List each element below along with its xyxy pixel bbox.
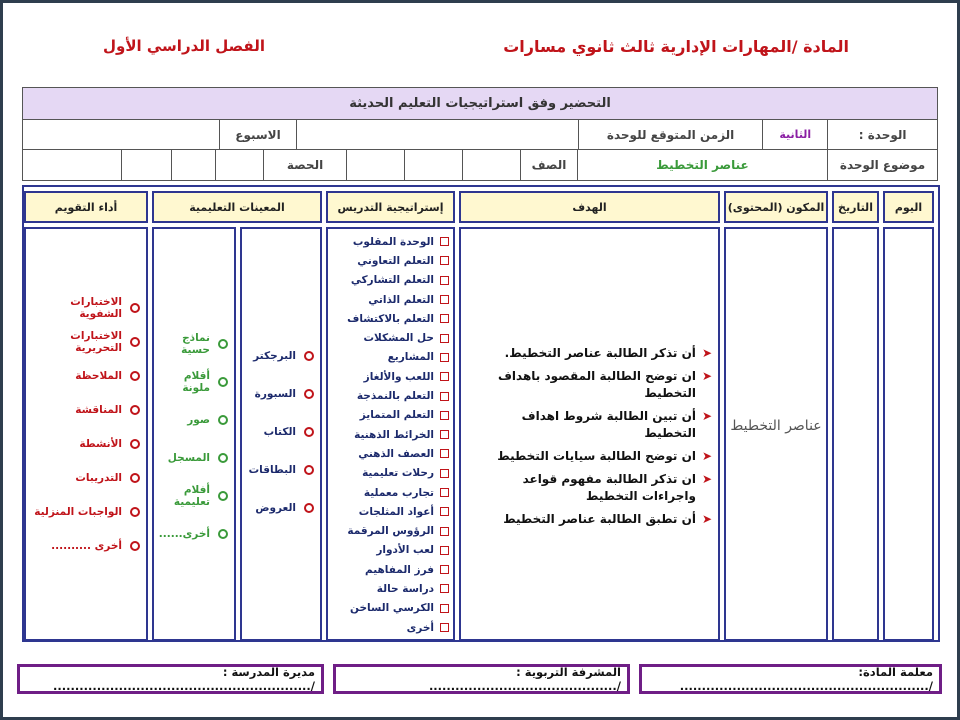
header-day: اليوم — [883, 191, 934, 223]
arrow-bullet-icon: ➤ — [701, 369, 712, 383]
strategy-item[interactable]: حل المشكلات — [328, 328, 449, 347]
arrow-bullet-icon: ➤ — [701, 472, 712, 486]
header-content: المكون (المحتوى) — [724, 191, 828, 223]
goal-item: ➤ ان تذكر الطالبة مفهوم قواعد واجراءات التخطيط — [522, 472, 712, 503]
strategy-item[interactable]: التعلم المتمايز — [328, 406, 449, 425]
goal-item: ➤ ان توضح الطالبة المقصود باهداف التخطيط — [497, 369, 712, 400]
checkbox-icon[interactable] — [440, 353, 449, 362]
strategy-item[interactable]: الرؤوس المرقمة — [328, 521, 449, 540]
circle-bullet-icon[interactable] — [304, 427, 314, 437]
aids-cell-right — [240, 227, 322, 641]
evaluation-item[interactable]: التدريبات — [26, 461, 140, 495]
aids-list-right — [242, 229, 320, 527]
evaluation-item[interactable]: الواجبات المنزلية — [26, 495, 140, 529]
circle-bullet-icon[interactable] — [130, 473, 140, 483]
period-field-4[interactable] — [23, 150, 121, 180]
checkbox-icon[interactable] — [440, 469, 449, 478]
circle-bullet-icon[interactable] — [218, 415, 228, 425]
circle-bullet-icon[interactable] — [130, 337, 140, 347]
checkbox-icon[interactable] — [440, 276, 449, 285]
unit-info-table — [22, 87, 938, 181]
aid-item[interactable]: نماذج حسية — [154, 325, 228, 363]
principal-signature[interactable]: مديرة المدرسة : /........................................................... — [17, 664, 324, 694]
expected-time-field[interactable] — [296, 120, 577, 149]
circle-bullet-icon[interactable] — [130, 541, 140, 551]
class-field-1[interactable] — [462, 150, 520, 180]
topic-row — [23, 150, 937, 180]
circle-bullet-icon[interactable] — [130, 371, 140, 381]
unit-value: الثانية — [762, 120, 827, 149]
strategy-item[interactable]: دراسة حالة — [328, 579, 449, 598]
day-cell[interactable] — [883, 227, 934, 641]
strategy-item[interactable]: التعلم التشاركي — [328, 271, 449, 290]
evaluation-cell — [24, 227, 148, 641]
period-label: الحصة — [263, 150, 346, 180]
strategy-item[interactable]: أعواد المثلجات — [328, 502, 449, 521]
lesson-plan-table — [22, 185, 940, 642]
checkbox-icon[interactable] — [440, 488, 449, 497]
aid-item[interactable]: أخرى...... — [154, 515, 228, 553]
week-label: الاسبوع — [219, 120, 297, 149]
plan-title: التحضير وفق استراتيجيات التعليم الحديثة — [23, 88, 937, 120]
checkbox-icon[interactable] — [440, 314, 449, 323]
checkbox-icon[interactable] — [440, 604, 449, 613]
topic-label: موضوع الوحدة — [827, 150, 937, 180]
strategy-item[interactable]: الكرسي الساخن — [328, 599, 449, 618]
strategy-item[interactable]: العصف الذهني — [328, 444, 449, 463]
expected-time-label: الزمن المتوقع للوحدة — [578, 120, 763, 149]
strategy-item[interactable]: الخرائط الذهنية — [328, 425, 449, 444]
strategy-item[interactable]: رحلات تعليمية — [328, 464, 449, 483]
goal-item: ➤ أن تطبق الطالبة عناصر التخطيط — [503, 512, 712, 526]
period-field-3[interactable] — [121, 150, 171, 180]
topic-value: عناصر التخطيط — [577, 150, 827, 180]
aid-item[interactable]: العروض — [242, 489, 314, 527]
circle-bullet-icon[interactable] — [130, 303, 140, 313]
header-evaluation: أداء التقويم — [24, 191, 148, 223]
lesson-plan-page — [3, 3, 957, 717]
circle-bullet-icon[interactable] — [218, 491, 228, 501]
checkbox-icon[interactable] — [440, 237, 449, 246]
evaluation-item[interactable]: المناقشة — [26, 393, 140, 427]
checkbox-icon[interactable] — [440, 295, 449, 304]
week-field[interactable] — [23, 120, 219, 149]
class-field-3[interactable] — [346, 150, 404, 180]
strategy-item[interactable]: أخرى — [328, 618, 449, 637]
checkbox-icon[interactable] — [440, 623, 449, 632]
goal-item: ➤ أن تذكر الطالبة عناصر التخطيط. — [504, 346, 712, 360]
arrow-bullet-icon: ➤ — [701, 512, 712, 526]
circle-bullet-icon[interactable] — [304, 503, 314, 513]
circle-bullet-icon[interactable] — [218, 453, 228, 463]
strategy-item[interactable]: التعلم التعاوني — [328, 251, 449, 270]
aids-cell-left — [152, 227, 236, 641]
goal-item: ➤ ان توضح الطالبة سيايات التخطيط — [497, 449, 712, 463]
aids-list-left — [154, 229, 234, 553]
date-cell[interactable] — [832, 227, 879, 641]
strategy-item[interactable]: الوحدة المقلوب — [328, 232, 449, 251]
header-aids: المعينات التعليمية — [152, 191, 322, 223]
checkbox-icon[interactable] — [440, 584, 449, 593]
checkbox-icon[interactable] — [440, 411, 449, 420]
evaluation-list — [26, 229, 146, 563]
strategy-item[interactable]: فرز المفاهيم — [328, 560, 449, 579]
evaluation-item[interactable]: الملاحظة — [26, 359, 140, 393]
circle-bullet-icon[interactable] — [218, 529, 228, 539]
content-cell — [724, 227, 828, 641]
aid-item[interactable]: الكتاب — [242, 413, 314, 451]
strategy-item[interactable]: تجارب معملية — [328, 483, 449, 502]
strategy-item[interactable]: لعب الأدوار — [328, 541, 449, 560]
semester-title: الفصل الدراسي الأول — [103, 37, 265, 55]
teacher-signature[interactable]: معلمة المادة: /......................................................... — [639, 664, 942, 694]
checkbox-icon[interactable] — [440, 430, 449, 439]
checkbox-icon[interactable] — [440, 256, 449, 265]
header-strategy: إستراتيجية التدريس — [326, 191, 455, 223]
arrow-bullet-icon: ➤ — [701, 346, 712, 360]
checkbox-icon[interactable] — [440, 507, 449, 516]
circle-bullet-icon[interactable] — [304, 465, 314, 475]
evaluation-item[interactable]: أخرى .......... — [26, 529, 140, 563]
circle-bullet-icon[interactable] — [130, 507, 140, 517]
circle-bullet-icon[interactable] — [218, 339, 228, 349]
strategy-item[interactable]: التعلم بالاكتشاف — [328, 309, 449, 328]
goal-item: ➤ أن تبين الطالبة شروط اهداف التخطيط — [521, 409, 712, 440]
circle-bullet-icon[interactable] — [218, 377, 228, 387]
circle-bullet-icon[interactable] — [304, 389, 314, 399]
aid-item[interactable]: السبورة — [242, 375, 314, 413]
checkbox-icon[interactable] — [440, 565, 449, 574]
header-goal: الهدف — [459, 191, 720, 223]
aid-item[interactable]: أفلام تعليمية — [154, 477, 228, 515]
strategy-item[interactable]: التعلم بالنمذجة — [328, 386, 449, 405]
checkbox-icon[interactable] — [440, 546, 449, 555]
arrow-bullet-icon: ➤ — [701, 449, 712, 463]
aid-item[interactable]: البطاقات — [242, 451, 314, 489]
evaluation-item[interactable]: الاختبارات الشفوية — [26, 291, 140, 325]
evaluation-item[interactable]: الأنشطة — [26, 427, 140, 461]
period-field-1[interactable] — [215, 150, 263, 180]
goal-cell — [459, 227, 720, 641]
unit-label: الوحدة : — [827, 120, 937, 149]
circle-bullet-icon[interactable] — [130, 439, 140, 449]
evaluation-item[interactable]: الاختبارات التحريرية — [26, 325, 140, 359]
aid-item[interactable]: أقلام ملونة — [154, 363, 228, 401]
subject-title: المادة /المهارات الإدارية ثالث ثانوي مسارات — [503, 37, 849, 56]
strategy-item[interactable]: التعلم الذاتي — [328, 290, 449, 309]
checkbox-icon[interactable] — [440, 372, 449, 381]
circle-bullet-icon[interactable] — [130, 405, 140, 415]
goal-list — [461, 229, 718, 528]
class-label: الصف — [520, 150, 577, 180]
unit-row — [23, 120, 937, 150]
strategy-item[interactable]: المشاريع — [328, 348, 449, 367]
aid-item[interactable]: المسجل — [154, 439, 228, 477]
checkbox-icon[interactable] — [440, 449, 449, 458]
strategy-item[interactable]: اللعب والألغاز — [328, 367, 449, 386]
aid-item[interactable]: البرجكتر — [242, 337, 314, 375]
content-value: عناصر التخطيط — [730, 418, 822, 434]
class-field-2[interactable] — [404, 150, 462, 180]
strategy-cell — [326, 227, 455, 641]
strategy-list — [328, 229, 453, 637]
arrow-bullet-icon: ➤ — [701, 409, 712, 423]
supervisor-signature[interactable]: المشرفة التربوية : /........................................... — [333, 664, 630, 694]
aid-item[interactable]: صور — [154, 401, 228, 439]
period-field-2[interactable] — [171, 150, 215, 180]
circle-bullet-icon[interactable] — [304, 351, 314, 361]
checkbox-icon[interactable] — [440, 392, 449, 401]
checkbox-icon[interactable] — [440, 527, 449, 536]
checkbox-icon[interactable] — [440, 334, 449, 343]
header-date: التاريخ — [832, 191, 879, 223]
